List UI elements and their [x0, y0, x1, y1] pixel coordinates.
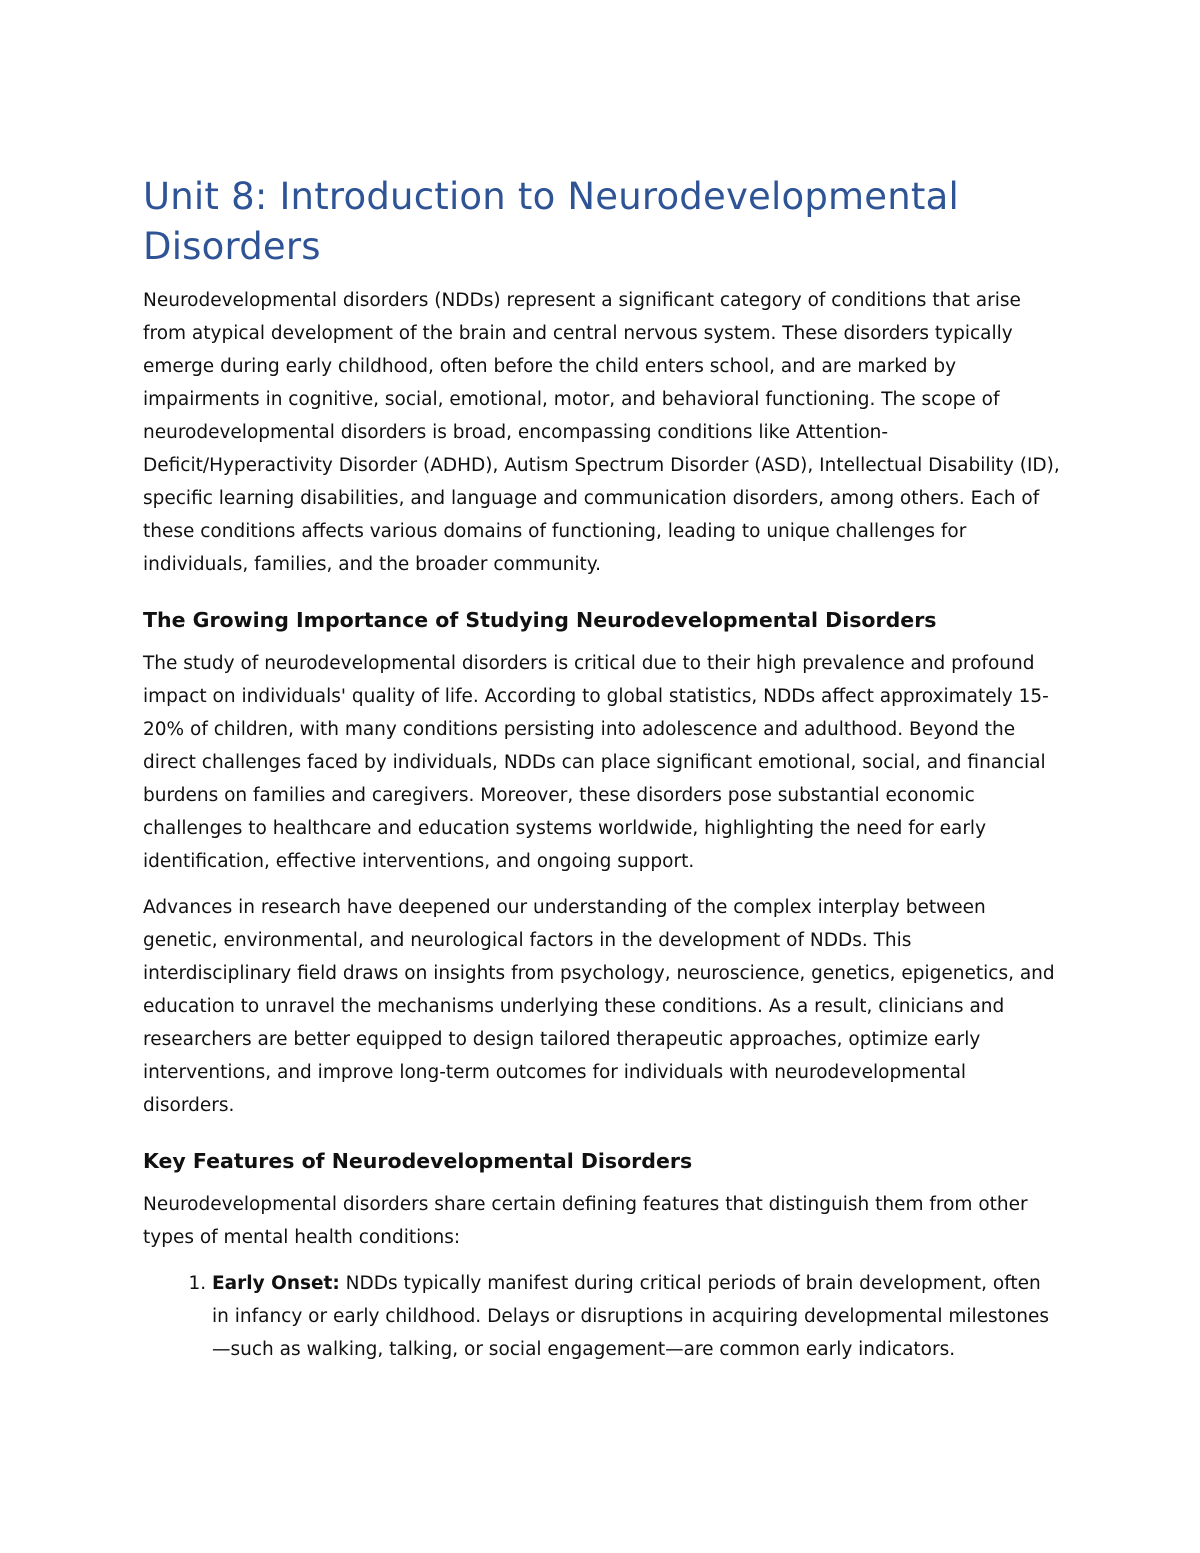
document-page: [143, 172, 1063, 1366]
list-item: [212, 1267, 1063, 1366]
intro-paragraph: Neurodevelopmental disorders (NDDs) represent a significant category of conditions that arise from atypical development of the brain and central nervous system. These disorders typically emerge during early childhood, often before the child enters school, and are marked by impairments in cognitive, social, emotional, motor, and behavioral functioning. The scope of neurodevelopmental disorders is broad, encompassing conditions like Attention-Deficit/Hyperactivity Disorder (ADHD), Autism Spectrum Disorder (ASD), Intellectual Disability (ID), specific learning disabilities, and language and communication disorders, among others. Each of these conditions affects various domains of functioning, leading to unique challenges for individuals, families, and the broader community.: [143, 290, 1060, 575]
key-features-paragraph: Neurodevelopmental disorders share certain defining features that distinguish them from other types of mental health conditions:: [143, 1194, 1028, 1248]
page-title: Unit 8: Introduction to Neurodevelopmental Disorders: [143, 175, 959, 268]
section-heading-key-features: Key Features of Neurodevelopmental Disorders: [143, 1149, 693, 1173]
section-heading-importance: The Growing Importance of Studying Neurodevelopmental Disorders: [143, 608, 937, 632]
key-features-list: [143, 1267, 1063, 1366]
list-item-term: Early Onset:: [212, 1273, 340, 1294]
importance-paragraph-2: Advances in research have deepened our understanding of the complex interplay between genetic, environmental, and neurological factors in the development of NDDs. This interdisciplinary field draws on insights from psychology, neuroscience, genetics, epigenetics, and education to unravel the mechanisms underlying these conditions. As a result, clinicians and researchers are better equipped to design tailored therapeutic approaches, optimize early interventions, and improve long-term outcomes for individuals with neurodevelopmental disorders.: [143, 897, 1055, 1116]
list-item-text: NDDs typically manifest during critical periods of brain development, often in infancy or early childhood. Delays or disruptions in acquiring developmental milestones—such as walking, talking, or social engagement—are common early indicators.: [212, 1273, 1049, 1360]
importance-paragraph-1: The study of neurodevelopmental disorders is critical due to their high prevalence and profound impact on individuals' quality of life. According to global statistics, NDDs affect approximately 15-20% of children, with many conditions persisting into adolescence and adulthood. Beyond the direct challenges faced by individuals, NDDs can place significant emotional, social, and financial burdens on families and caregivers. Moreover, these disorders pose substantial economic challenges to healthcare and education systems worldwide, highlighting the need for early identification, effective interventions, and ongoing support.: [143, 653, 1049, 872]
